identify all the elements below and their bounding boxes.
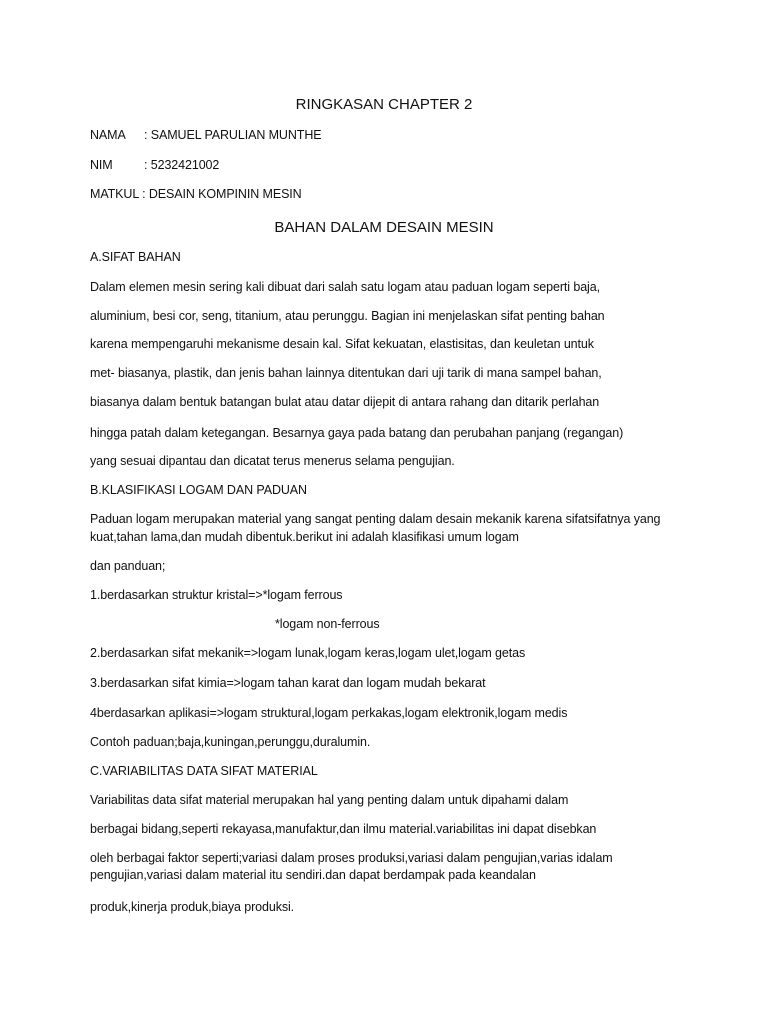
paragraph-line: oleh berbagai faktor seperti;variasi dalam proses produksi,variasi dalam pengujian,varias idalam <box>90 851 613 865</box>
matkul-row: MATKUL : DESAIN KOMPININ MESIN <box>90 187 302 201</box>
list-item: 1.berdasarkan struktur kristal=>*logam ferrous <box>90 588 343 602</box>
paragraph-line: kuat,tahan lama,dan mudah dibentuk.berikut ini adalah klasifikasi umum logam <box>90 530 519 544</box>
paragraph-line: biasanya dalam bentuk batangan bulat atau datar dijepit di antara rahang dan ditarik perlahan <box>90 395 600 409</box>
paragraph-line: Dalam elemen mesin sering kali dibuat dari salah satu logam atau paduan logam seperti baja, <box>90 280 600 294</box>
section-c-heading: C.VARIABILITAS DATA SIFAT MATERIAL <box>90 764 318 778</box>
paragraph-line: aluminium, besi cor, seng, titanium, atau perunggu. Bagian ini menjelaskan sifat penting bahan <box>90 309 605 323</box>
nama-value: : SAMUEL PARULIAN MUNTHE <box>144 128 322 142</box>
list-item: 2.berdasarkan sifat mekanik=>logam lunak,logam keras,logam ulet,logam getas <box>90 646 526 660</box>
paragraph-line: hingga patah dalam ketegangan. Besarnya gaya pada batang dan perubahan panjang (regangan) <box>90 426 624 440</box>
list-item: *logam non-ferrous <box>275 617 380 631</box>
paragraph-line: yang sesuai dipantau dan dicatat terus menerus selama pengujian. <box>90 454 455 468</box>
paragraph-line: Variabilitas data sifat material merupakan hal yang penting dalam untuk dipahami dalam <box>90 793 569 807</box>
paragraph-line: berbagai bidang,seperti rekayasa,manufaktur,dan ilmu material.variabilitas ini dapat disebkan <box>90 822 597 836</box>
nim-row <box>90 157 219 173</box>
paragraph-line: Paduan logam merupakan material yang sangat penting dalam desain mekanik karena sifatsifatnya yang <box>90 512 661 526</box>
nama-row <box>90 127 322 143</box>
document-subtitle: BAHAN DALAM DESAIN MESIN <box>274 219 494 236</box>
paragraph-line: karena mempengaruhi mekanisme desain kal. Sifat kekuatan, elastisitas, dan keuletan untuk <box>90 337 594 351</box>
paragraph-line: produk,kinerja produk,biaya produksi. <box>90 900 295 914</box>
paragraph-line: Contoh paduan;baja,kuningan,perunggu,duralumin. <box>90 735 371 749</box>
nama-label: NAMA <box>90 128 126 142</box>
nim-label: NIM <box>90 158 113 172</box>
document-title: RINGKASAN CHAPTER 2 <box>295 96 473 113</box>
nim-value: : 5232421002 <box>144 158 220 172</box>
paragraph-line: pengujian,variasi dalam material itu sendiri.dan dapat berdampak pada keandalan <box>90 868 536 882</box>
section-b-heading: B.KLASIFIKASI LOGAM DAN PADUAN <box>90 483 307 497</box>
section-a-heading: A.SIFAT BAHAN <box>90 250 181 264</box>
paragraph-line: dan panduan; <box>90 559 166 573</box>
paragraph-line: met- biasanya, plastik, dan jenis bahan lainnya ditentukan dari uji tarik di mana sampel bahan, <box>90 366 602 380</box>
list-item: 3.berdasarkan sifat kimia=>logam tahan karat dan logam mudah bekarat <box>90 676 486 690</box>
list-item: 4berdasarkan aplikasi=>logam struktural,logam perkakas,logam elektronik,logam medis <box>90 706 568 720</box>
